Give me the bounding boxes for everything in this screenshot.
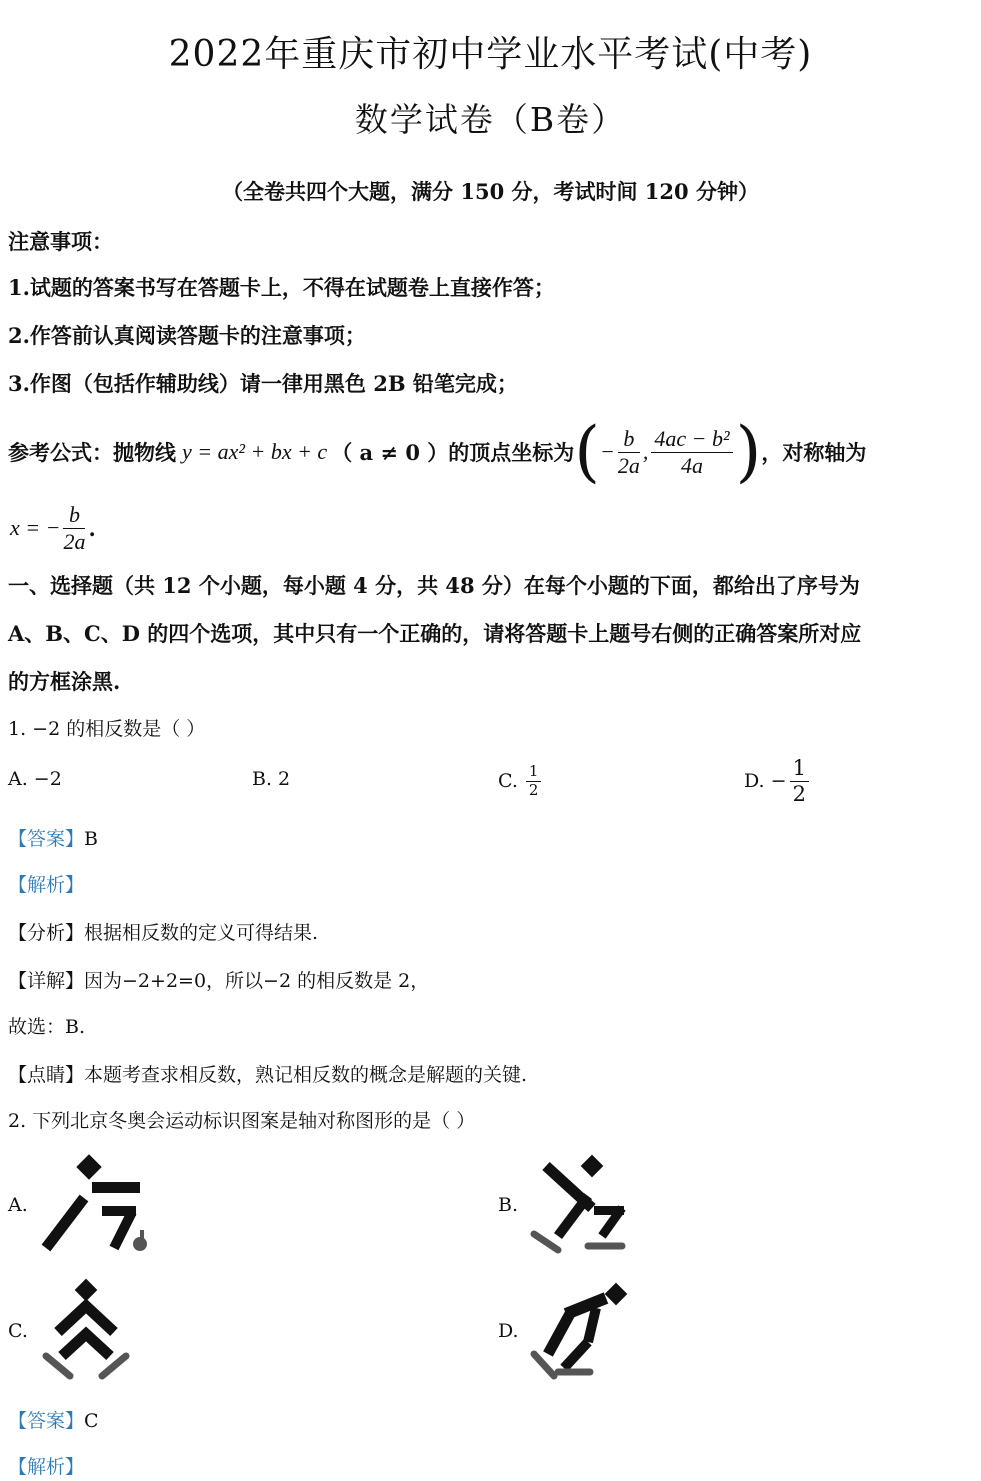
q1-choice: 故选：B. bbox=[8, 1016, 86, 1038]
q1-stem: 1. −2 的相反数是（ ） bbox=[8, 718, 206, 740]
right-paren: ) bbox=[735, 413, 762, 490]
q1-option-c-label: C. bbox=[498, 770, 518, 792]
q1-option-d-fraction bbox=[790, 756, 809, 805]
q2-option-b-label: B. bbox=[498, 1194, 519, 1216]
q1-option-c-num: 1 bbox=[526, 763, 542, 781]
page-title: 2022年重庆市初中学业水平考试(中考) bbox=[168, 34, 813, 75]
q2-stem: 2. 下列北京冬奥会运动标识图案是轴对称图形的是（ ） bbox=[8, 1110, 476, 1132]
q1-dianjing bbox=[8, 1060, 527, 1087]
section1-line3: 的方框涂黑. bbox=[8, 669, 121, 694]
q1-answer-value: B bbox=[84, 828, 98, 850]
q2-option-c-label: C. bbox=[8, 1320, 28, 1342]
q1-option-d-num: 1 bbox=[790, 756, 809, 781]
q2-answer bbox=[8, 1406, 99, 1433]
q1-option-c bbox=[498, 756, 544, 806]
axis-end: . bbox=[88, 515, 96, 541]
notes-heading: 注意事项： bbox=[8, 229, 113, 254]
axis-fraction bbox=[63, 502, 85, 554]
q1-xiangjie-tag: 【详解】 bbox=[8, 970, 85, 992]
q1-xiangjie bbox=[8, 966, 429, 993]
q1-xiangjie-text: 因为−2+2=0，所以−2 的相反数是 2， bbox=[84, 970, 430, 992]
q1-option-a: A. −2 bbox=[8, 768, 62, 790]
q1-option-d bbox=[744, 752, 812, 810]
formula-prefix: 参考公式：抛物线 bbox=[8, 440, 176, 465]
section1-line2: A、B、C、D 的四个选项，其中只有一个正确的，请将答题卡上题号右侧的正确答案所对应 bbox=[8, 621, 862, 646]
cross-country-skiing-icon bbox=[36, 1276, 136, 1386]
vertex-y-num: 4ac − b² bbox=[651, 426, 732, 452]
q1-fenxi-text: 根据相反数的定义可得结果. bbox=[84, 922, 319, 944]
q1-option-d-label: D. − bbox=[744, 770, 787, 792]
left-paren: ( bbox=[574, 413, 601, 490]
vertex-y-den: 4a bbox=[680, 452, 703, 478]
section1-line1: 一、选择题（共 12 个小题，每小题 4 分，共 48 分）在每个小题的下面，都给出了序号为 bbox=[8, 573, 860, 598]
vertex-x-fraction bbox=[618, 426, 640, 478]
q1-answer-tag: 【答案】 bbox=[8, 828, 85, 850]
q1-answer bbox=[8, 824, 98, 851]
q2-answer-value: C bbox=[84, 1410, 99, 1432]
q2-analysis-tag: 【解析】 bbox=[8, 1456, 85, 1478]
axis-den: 2a bbox=[63, 528, 86, 554]
exam-info: （全卷共四个大题，满分 150 分，考试时间 120 分钟） bbox=[222, 179, 759, 204]
reference-formula: 参考公式：抛物线 y = ax² + bx + c （ a ≠ 0 ）的顶点坐标为 ( − $\frac{b}{2a}$ , $\frac{\text{4ac − b²}}{4a}$ ) ，对称轴为 bbox=[8, 413, 867, 490]
q1-dianjing-tag: 【点睛】 bbox=[8, 1064, 85, 1086]
axis-num: b bbox=[63, 502, 85, 528]
vertex-y-fraction bbox=[651, 426, 732, 478]
q1-option-c-den: 2 bbox=[528, 780, 539, 799]
axis-formula bbox=[10, 496, 96, 560]
vertex-x-num: b bbox=[618, 426, 640, 452]
q2-option-d-label: D. bbox=[498, 1320, 519, 1342]
speed-skating-icon bbox=[528, 1280, 638, 1390]
q1-fenxi bbox=[8, 918, 318, 945]
q1-fenxi-tag: 【分析】 bbox=[8, 922, 85, 944]
curling-icon bbox=[36, 1150, 156, 1260]
q1-option-b: B. 2 bbox=[252, 768, 291, 790]
axis-lhs: x = − bbox=[10, 515, 61, 540]
note-item-3: 3.作图（包括作辅助线）请一律用黑色 2B 铅笔完成； bbox=[8, 371, 518, 396]
axis-label: ，对称轴为 bbox=[761, 440, 867, 465]
parabola-equation: y = ax² + bx + c bbox=[182, 439, 328, 464]
page-subtitle: 数学试卷（B卷） bbox=[354, 100, 627, 139]
q2-option-a-label: A. bbox=[8, 1194, 28, 1216]
q1-option-d-den: 2 bbox=[792, 781, 806, 806]
q2-answer-tag: 【答案】 bbox=[8, 1410, 85, 1432]
q1-analysis-tag: 【解析】 bbox=[8, 874, 85, 896]
q1-dianjing-text: 本题考查求相反数，熟记相反数的概念是解题的关键. bbox=[84, 1064, 528, 1086]
q1-option-c-fraction bbox=[526, 763, 542, 799]
note-item-1: 1.试题的答案书写在答题卡上，不得在试题卷上直接作答； bbox=[8, 275, 555, 300]
formula-condition: （ a ≠ 0 ）的顶点坐标为 bbox=[331, 440, 575, 465]
ski-jumping-icon bbox=[528, 1150, 638, 1260]
note-item-2: 2.作答前认真阅读答题卡的注意事项； bbox=[8, 323, 366, 348]
vertex-x-den: 2a bbox=[617, 452, 640, 478]
